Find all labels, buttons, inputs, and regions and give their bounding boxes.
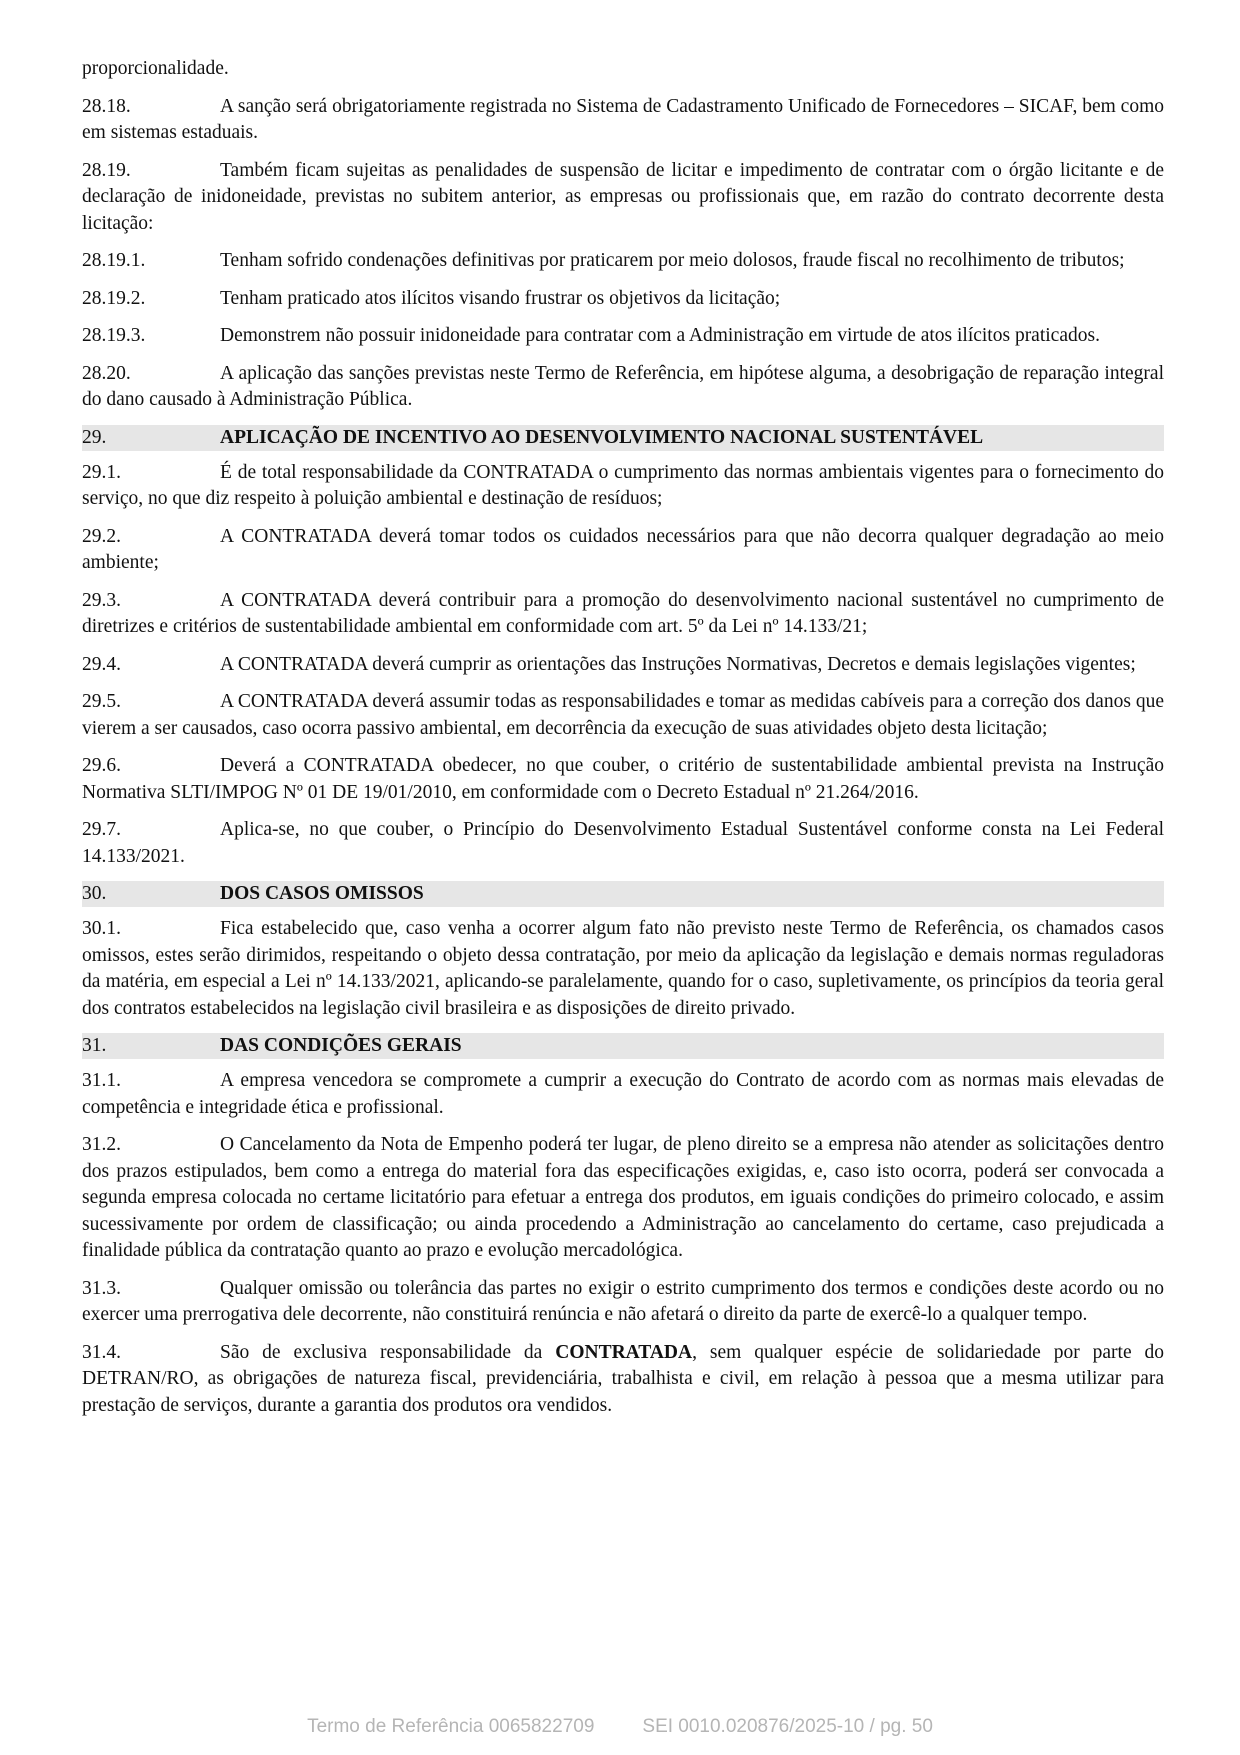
clause-28-20: 28.20. A aplicação das sanções previstas neste Termo de Referência, em hipótese alguma, a desobrigação de reparação integral do dano causado à Administração Pública. bbox=[82, 362, 1164, 410]
clause-28-19-2: 28.19.2. Tenham praticado atos ilícitos visando frustrar os objetivos da licitação; bbox=[82, 287, 781, 309]
clause-28-19-1: 28.19.1. Tenham sofrido condenações definitivas por praticarem por meio dolosos, fraude fiscal no recolhimento de tributos; bbox=[82, 250, 1125, 271]
section-heading-30: 30. DOS CASOS OMISSOS bbox=[82, 881, 1164, 907]
clause-29-5: 29.5. A CONTRATADA deverá assumir todas as responsabilidades e tomar as medidas cabíveis para a correção dos danos que vierem a ser causados, caso ocorra passivo ambiental, em decorrência da execução de suas atividades objeto desta licitação; bbox=[82, 691, 1164, 739]
document-page bbox=[82, 56, 1164, 1430]
clause-29-6: 29.6. Deverá a CONTRATADA obedecer, no que couber, o critério de sustentabilidade ambiental prevista na Instrução Normativa SLTI/IMPOG Nº 01 DE 19/01/2010, em conformidade com o Decreto Estadual nº 21.264/2016. bbox=[82, 755, 1164, 803]
section-heading-31: 31. DAS CONDIÇÕES GERAIS bbox=[82, 1033, 1164, 1059]
clause-29-4: 29.4. A CONTRATADA deverá cumprir as orientações das Instruções Normativas, Decretos e demais legislações vigentes; bbox=[82, 653, 1136, 675]
footer-doc-reference: Termo de Referência 0065822709 bbox=[307, 1716, 595, 1737]
page-footer bbox=[0, 1716, 1240, 1738]
section-heading-29: 29. APLICAÇÃO DE INCENTIVO AO DESENVOLVIMENTO NACIONAL SUSTENTÁVEL bbox=[82, 425, 1164, 451]
footer-sei-reference: SEI 0010.020876/2025-10 / pg. 50 bbox=[642, 1716, 933, 1737]
clause-29-1: 29.1. É de total responsabilidade da CONTRATADA o cumprimento das normas ambientais vigentes para o fornecimento do serviço, no que diz respeito à poluição ambiental e destinação de resíduos; bbox=[82, 461, 1164, 509]
clause-31-4: 31.4. São de exclusiva responsabilidade da CONTRATADA, sem qualquer espécie de solidariedade por parte do DETRAN/RO, as obrigações de natureza fiscal, previdenciária, trabalhista e civil, em relação à pessoa que a mesma utilizar para prestação de serviços, durante a garantia dos produtos ora vendidos. bbox=[82, 1341, 1164, 1416]
clause-28-19: 28.19. Também ficam sujeitas as penalidades de suspensão de licitar e impedimento de contratar com o órgão licitante e de declaração de inidoneidade, previstas no subitem anterior, as empresas ou profissionais que, em razão do contrato decorrente desta licitação: bbox=[82, 159, 1164, 234]
clause-29-2: 29.2. A CONTRATADA deverá tomar todos os cuidados necessários para que não decorra qualquer degradação ao meio ambiente; bbox=[82, 525, 1164, 573]
clause-28-18: 28.18. A sanção será obrigatoriamente registrada no Sistema de Cadastramento Unificado de Fornecedores – SICAF, bem como em sistemas estaduais. bbox=[82, 95, 1164, 143]
contratada-emphasis: CONTRATADA bbox=[555, 1341, 693, 1363]
clause-29-7: 29.7. Aplica-se, no que couber, o Princípio do Desenvolvimento Estadual Sustentável conforme consta na Lei Federal 14.133/2021. bbox=[82, 819, 1164, 867]
clause-28-19-3: 28.19.3. Demonstrem não possuir inidoneidade para contratar com a Administração em virtude de atos ilícitos praticados. bbox=[82, 325, 1100, 346]
lead-in-text: proporcionalidade. bbox=[82, 58, 229, 79]
clause-31-3: 31.3. Qualquer omissão ou tolerância das partes no exigir o estrito cumprimento dos termos e condições deste acordo ou no exercer uma prerrogativa dele decorrente, não constituirá renúncia e não afetará o direito da parte de exercê-lo a qualquer tempo. bbox=[82, 1277, 1164, 1325]
clause-31-2: 31.2. O Cancelamento da Nota de Empenho poderá ter lugar, de pleno direito se a empresa não atender as solicitações dentro dos prazos estipulados, bem como a entrega do material fora das especificações exigidas, e, caso isto ocorra, poderá ser convocada a segunda empresa colocada no certame licitatório para efetuar a entrega dos produtos, em iguais condições do primeiro colocado, e assim sucessivamente por ordem de classificação; ou ainda procedendo a Administração ao cancelamento do certame, caso prejudicada a finalidade pública da contratação quanto ao prazo e evolução mercadológica. bbox=[82, 1134, 1164, 1261]
clause-29-3: 29.3. A CONTRATADA deverá contribuir para a promoção do desenvolvimento nacional sustentável no cumprimento de diretrizes e critérios de sustentabilidade ambiental em conformidade com art. 5º da Lei nº 14.133/21; bbox=[82, 589, 1164, 637]
clause-30-1: 30.1. Fica estabelecido que, caso venha a ocorrer algum fato não previsto neste Termo de Referência, os chamados casos omissos, estes serão dirimidos, respeitando o objeto dessa contratação, por meio da aplicação da legislação e demais normas reguladoras da matéria, em especial a Lei nº 14.133/2021, aplicando-se paralelamente, quando for o caso, supletivamente, os princípios da teoria geral dos contratos estabelecidos na legislação civil brasileira e as disposições de direito privado. bbox=[82, 918, 1164, 1019]
clause-31-1: 31.1. A empresa vencedora se compromete a cumprir a execução do Contrato de acordo com as normas mais elevadas de competência e integridade ética e profissional. bbox=[82, 1070, 1164, 1118]
